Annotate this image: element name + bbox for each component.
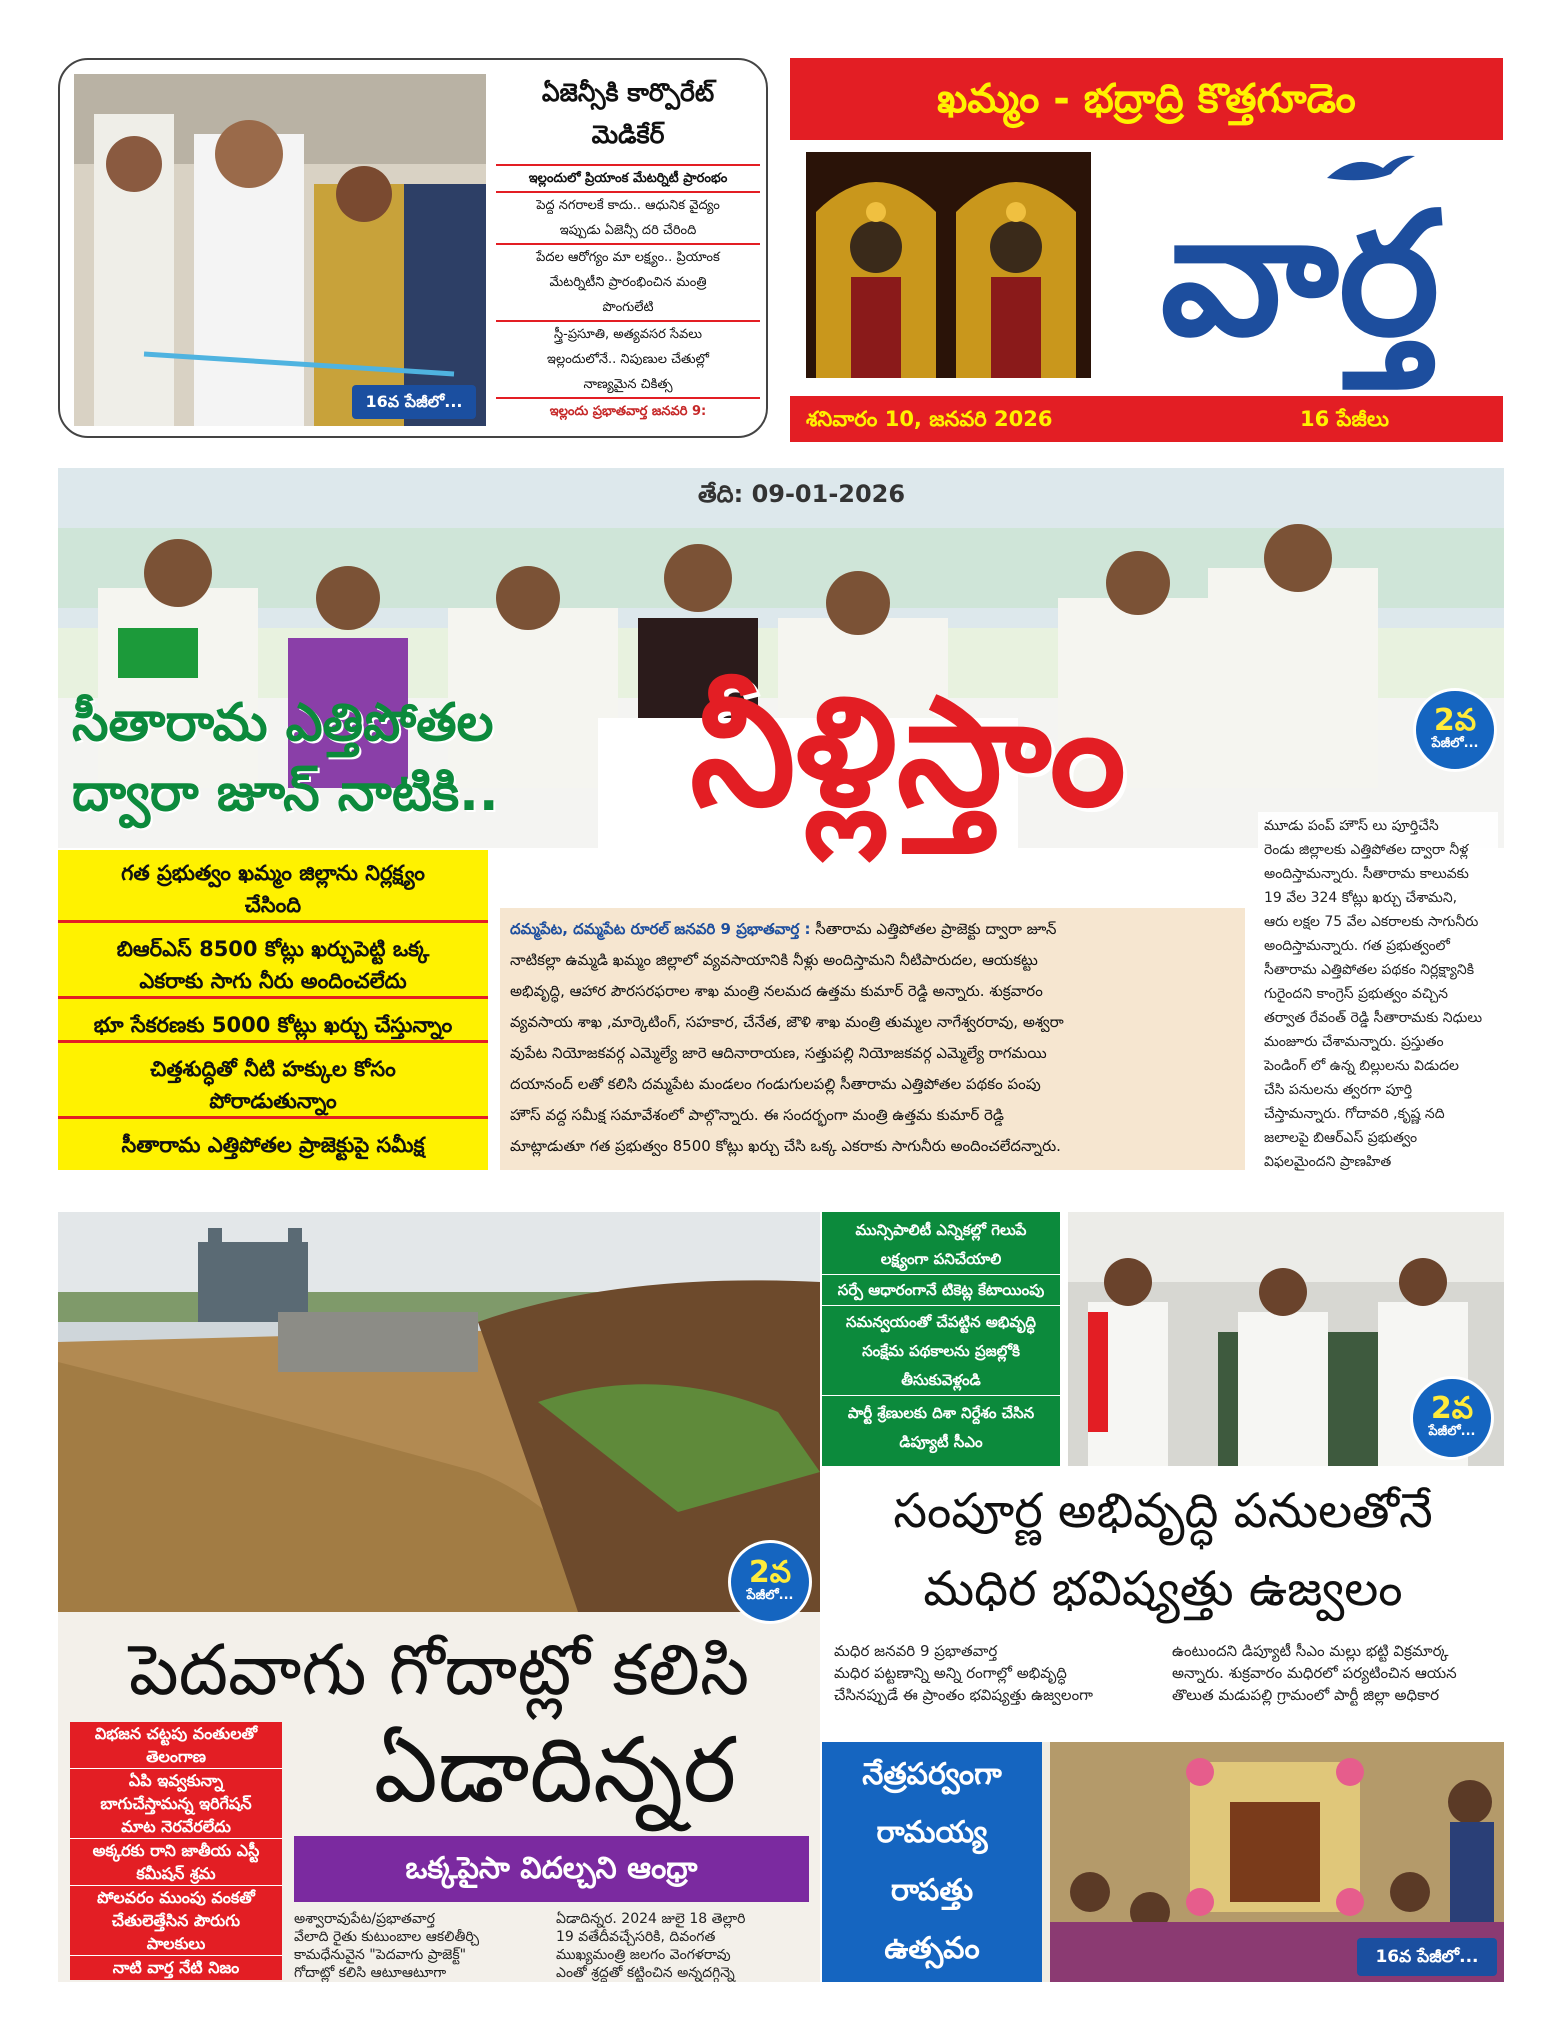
madhira-col1 (834, 1640, 1162, 1706)
lead-body-line: దయానంద్ లతో కలిసి దమ్మపేట మండలం గండుగులపల్లి సీతారామ ఎత్తిపోతల పథకం పంపు (510, 1075, 1041, 1093)
pedavagu-col1-line: అశ్వారావుపేట/ప్రభాతవార్త (294, 1911, 435, 1927)
madhira-bullet: తీసుకువెళ్లండి (822, 1366, 1060, 1396)
teaser-point: స్త్రీ-ప్రసూతి, అత్యవసర సేవలు (554, 327, 702, 342)
madhira-page-ref[interactable] (1410, 1376, 1494, 1460)
masthead-date-bar (790, 396, 1503, 442)
temple-deity-image (806, 152, 1091, 378)
pedavagu-bullet: విభజన చట్టపు వంతులతో (94, 1724, 258, 1743)
lead-side-line: జలాలపై బిఆర్ఎస్ ప్రభుత్వం (1264, 1130, 1418, 1146)
lead-side-line: తర్వాత రేవంత్ రెడ్డి సీతారామకు నిధులు (1264, 1010, 1483, 1026)
festival-title-line: నేత్రపర్వంగా (862, 1757, 1002, 1792)
lead-side-column (1258, 812, 1498, 1176)
lead-side-line: మూడు పంప్ హౌస్ లు పూర్తిచేసి (1264, 818, 1439, 834)
lead-kicker-line2: ద్వారా జూన్ నాటికి.. (72, 763, 499, 823)
madhira-bullet: సర్పే ఆధారంగానే టికెట్ల కేటాయింపు (822, 1276, 1060, 1306)
festival-title (822, 1742, 1042, 1982)
lead-page-ref-num: 2వ (1433, 703, 1477, 738)
teaser-point: పేదల ఆరోగ్యం మా లక్ష్యం.. ప్రియాంక (536, 250, 720, 265)
pedavagu-bullet: తెలంగాణ (70, 1745, 282, 1769)
pedavagu-story (58, 1212, 820, 1982)
lead-page-ref-text: పేజీలో... (1431, 736, 1479, 751)
festival-title-line: రాపత్తు (890, 1873, 974, 1908)
lead-side-line: మంజూరు చేశామన్నారు. ప్రస్తుతం (1264, 1034, 1444, 1050)
lead-side-line: గురైందని కాంగ్రెస్ ప్రభుత్వం వచ్చిన (1264, 986, 1448, 1002)
lead-side-line: అందిస్తామన్నారు. గత ప్రభుత్వంలో (1264, 938, 1450, 954)
pedavagu-col1 (294, 1910, 544, 1982)
madhira-bullet: లక్ష్యంగా పనిచేయాలి (822, 1245, 1060, 1275)
teaser-point: ఇప్పుడు ఏజెన్సీ దరి చేరింది (496, 218, 760, 245)
teaser-point: ఇల్లందులో ప్రియాంక మేటర్నిటీ ప్రారంభం (496, 164, 760, 193)
madhira-col1-line: మధిర పట్టణాన్ని అన్ని రంగాల్లో అభివృద్ధి (834, 1664, 1067, 1682)
teaser-title-line1: ఏజెన్సీకి కార్పొరేట్ (541, 78, 715, 107)
pedavagu-bullet: అక్కరకు రాని జాతీయ ఎస్టీ (92, 1841, 260, 1860)
lead-body-line: హౌస్ వద్ద సమీక్ష సమావేశంలో పాల్గొన్నారు. ఈ సందర్భంగా మంత్రి ఉత్తమ కుమార్ రెడ్డి (510, 1106, 1005, 1124)
lead-highlight: సీతారామ ఎత్తిపోతల ప్రాజెక్టుపై సమీక్ష (121, 1133, 425, 1157)
lead-body-line: మాట్లాడుతూ గత ప్రభుత్వం 8500 కోట్లు ఖర్చు చేసి ఒక్క ఎకరాకు సాగునీరు అందించలేదన్నారు. (510, 1137, 1061, 1155)
lead-side-line: చేస్తామన్నారు. గోదావరి ,కృష్ణ నది (1264, 1106, 1445, 1122)
madhira-story (822, 1212, 1504, 1734)
teaser-point: ఇల్లందులోనే.. నిపుణుల చేతుల్లో (547, 352, 709, 367)
teaser-points (496, 164, 760, 424)
madhira-bullet: సంక్షేమ పథకాలను ప్రజల్లోకి (862, 1342, 1020, 1360)
madhira-col2-line: ఉంటుందని డిప్యూటీ సీఎం మల్లు భట్టి విక్రమార్క (1172, 1642, 1449, 1660)
lead-story (58, 468, 1504, 1186)
festival-story (822, 1742, 1504, 1982)
madhira-bullet: మున్సిపాలిటీ ఎన్నికల్లో గెలుపే (855, 1221, 1027, 1239)
pedavagu-bullet: పాలకులు (70, 1932, 282, 1956)
pedavagu-bullet: నాటి వార్త నేటి నిజం (112, 1958, 240, 1977)
lead-headline: నీళ్లిస్తాం (690, 666, 1126, 840)
madhira-bullet: డిప్యూటీ సీఎం (899, 1433, 983, 1451)
lead-side-line: చేసి పనులను త్వరగా పూర్తి (1264, 1082, 1413, 1098)
pedavagu-page-ref-text: పేజీలో... (746, 1588, 794, 1603)
pedavagu-col1-line: వేలాది రైతు కుటుంబాల ఆకలితీర్చి (294, 1929, 480, 1945)
lead-body-line: వ్యవసాయ శాఖ ,మార్కెటింగ్, సహకార, చేనేత, జౌళి శాఖ మంత్రి తుమ్మల నాగేశ్వరరావు, అశ్వరా (510, 1013, 1064, 1031)
pedavagu-bullet: చేతులెత్తేసిన పౌరుగు (111, 1911, 241, 1930)
pedavagu-headline-line2: ఏడాదిన్నర (373, 1718, 737, 1823)
pedavagu-bullet: కమీషన్ శ్రమ (70, 1862, 282, 1886)
lead-body-line: వుపేట నియోజకవర్గ ఎమ్మెల్యే జారె ఆదినారాయణ, సత్తుపల్లి నియోజకవర్గ ఎమ్మెల్యే రాగమయి (510, 1044, 1047, 1062)
pedavagu-bullet: మాట నెరవేరలేదు (70, 1815, 282, 1839)
teaser-title-line2: మెడికేర్ (591, 120, 665, 149)
lead-side-line: ఆరు లక్షల 75 వేల ఎకరాలకు సాగునీరు (1264, 914, 1479, 930)
lead-highlight: చిత్తశుద్ధితో నీటి హక్కుల కోసం (150, 1057, 396, 1081)
teaser-point: నాణ్యమైన చికిత్స (496, 372, 760, 399)
pedavagu-subhead: ఒక్కపైసా విదల్చని ఆంధ్రా (294, 1836, 809, 1902)
teaser-photo (74, 74, 486, 426)
pedavagu-col1-line: కామధేనువైన "పెదవాగు ప్రాజెక్ట్" (294, 1947, 467, 1963)
masthead-date: శనివారం 10, జనవరి 2026 (806, 407, 1053, 431)
madhira-bullet: పార్టీ శ్రేణులకు దిశా నిర్దేశం చేసిన (847, 1404, 1035, 1422)
lead-side-line: 19 వేల 324 కోట్లు ఖర్చు చేశామని, (1264, 890, 1458, 906)
lead-side-line: పెండింగ్ లో ఉన్న బిల్లులను విడుదల (1264, 1058, 1459, 1074)
lead-side-line: అందిస్తామన్నారు. సీతారామ కాలువకు (1264, 866, 1469, 882)
lead-body-line: సీతారామ ఎత్తిపోతల ప్రాజెక్టు ద్వారా జూన్ (815, 920, 1057, 938)
madhira-headline-line2: మధిర భవిష్యత్తు ఉజ్వలం (923, 1561, 1403, 1617)
lead-body-line: నాటికల్లా ఉమ్మడి ఖమ్మం జిల్లాలో వ్యవసాయానికి నీళ్లు అందిస్తామని నీటిపారుదల, ఆయకట్టు (510, 951, 1038, 969)
lead-highlight: బిఆర్ఎస్ 8500 కోట్లు ఖర్చుపెట్టి ఒక్క (116, 937, 430, 961)
pedavagu-bullet: బాగుచేస్తామన్న ఇరిగేషన్ (100, 1794, 252, 1813)
lead-dateline: దమ్మపేట, దమ్మపేట రూరల్ జనవరి 9 ప్రభాతవార్త : (510, 920, 811, 938)
madhira-col1-line: చేసినప్పుడే ఈ ప్రాంతం భవిష్యత్తు ఉజ్వలంగా (834, 1686, 1093, 1704)
teaser-box (58, 58, 768, 438)
pedavagu-bullets (70, 1722, 282, 1980)
lead-kicker-line1: సీతారామ ఎత్తిపోతల (72, 693, 494, 753)
pedavagu-page-ref-num: 2వ (748, 1555, 792, 1590)
madhira-bullet: సమన్వయంతో చేపట్టిన అభివృద్ధి (846, 1313, 1036, 1331)
teaser-point: పెద్ద నగరాలకే కాదు.. ఆధునిక వైద్యం (536, 198, 720, 213)
pedavagu-headline-line1: పెదవాగు గోదాట్లో కలిసి (128, 1629, 750, 1711)
masthead-pages: 16 పేజీలు (1300, 407, 1389, 431)
pedavagu-col2-line: ఎంతో శ్రద్ధతో కట్టించిన అన్నదగ్గిన్నె (556, 1965, 735, 1981)
lead-highlight: గత ప్రభుత్వం ఖమ్మం జిల్లాను నిర్లక్ష్యం (121, 861, 425, 885)
teaser-title (496, 72, 760, 156)
teaser-dateline: ఇల్లందు ప్రభాతవార్త జనవరి 9: (549, 404, 707, 419)
pedavagu-col2 (556, 1910, 812, 1982)
madhira-headline-line1: సంపూర్ణ అభివృద్ధి పనులతోనే (893, 1483, 1433, 1539)
festival-title-line: ఉత్సవం (884, 1931, 980, 1966)
madhira-col2-line: అన్నారు. శుక్రవారం మధిరలో పర్యటించిన ఆయన (1172, 1664, 1457, 1682)
lead-kicker (72, 688, 632, 828)
festival-page-ref[interactable]: 16వ పేజీలో... (1357, 1938, 1497, 1976)
pedavagu-col2-line: ముఖ్యమంత్రి జలగం వెంగళరావు (556, 1947, 731, 1963)
lead-highlights (58, 850, 488, 1170)
pedavagu-col1-line: గోదాట్లో కలిసి ఆటూఆటూగా (294, 1965, 447, 1981)
madhira-page-ref-num: 2వ (1430, 1391, 1474, 1426)
madhira-page-ref-text: పేజీలో... (1428, 1424, 1476, 1439)
lead-highlight: పోరాడుతున్నాం (58, 1086, 488, 1119)
pedavagu-bullet: ఏపి ఇవ్వకున్నా (128, 1771, 224, 1790)
lead-page-ref[interactable] (1413, 688, 1497, 772)
masthead-region-bar: ఖమ్మం - భద్రాద్రి కొత్తగూడెం (790, 58, 1503, 140)
lead-body-line: అభివృద్ధి, ఆహార పౌరసరఫరాల శాఖ మంత్రి నలమద ఉత్తమ కుమార్ రెడ్డి అన్నారు. శుక్రవారం (510, 982, 1043, 1000)
lead-side-line: రెండు జిల్లాలకు ఎత్తిపోతల ద్వారా నీళ్ల (1264, 842, 1469, 858)
lead-highlight: చేసింది (58, 890, 488, 923)
lead-side-line: విఫలమైందని ప్రాణహిత (1264, 1154, 1392, 1170)
lead-banner-date: తేది: 09-01-2026 (698, 480, 906, 508)
pedavagu-bullet: పోలవరం ముంపు వంకతో (97, 1888, 255, 1907)
madhira-col2-line: తొలుత మడుపల్లి గ్రామంలో పార్టీ జిల్లా అధికార (1172, 1686, 1440, 1704)
pedavagu-page-ref[interactable] (728, 1540, 812, 1624)
teaser-point: మేటర్నిటీని ప్రారంభించిన మంత్రి (549, 275, 707, 290)
madhira-bullets (822, 1212, 1060, 1466)
teaser-page-ref[interactable]: 16వ పేజీలో... (352, 385, 476, 419)
lead-side-line: సీతారామ ఎత్తిపోతల పథకం నిర్లక్ష్యానికి (1264, 962, 1475, 978)
lead-highlight: భూ సేకరణకు 5000 కోట్లు ఖర్చు చేస్తున్నాం (58, 1010, 488, 1043)
pedavagu-photo (58, 1212, 820, 1612)
festival-title-line: రామయ్య (876, 1815, 988, 1850)
teaser-point: పొంగులేటి (496, 295, 760, 322)
madhira-col1-line: మధిర జనవరి 9 ప్రభాతవార్త (834, 1642, 998, 1660)
lead-body (500, 908, 1245, 1170)
madhira-col2 (1172, 1640, 1498, 1706)
masthead (790, 58, 1503, 442)
lead-highlight: ఎకరాకు సాగు నీరు అందించలేదు (58, 966, 488, 999)
pedavagu-col2-line: 19 వతేదీవచ్చేసరికి, దివంగత (556, 1929, 716, 1945)
masthead-name: వార్త (1160, 176, 1440, 374)
pedavagu-col2-line: ఏడాదిన్నర. 2024 జులై 18 తెల్లారి (556, 1911, 746, 1927)
